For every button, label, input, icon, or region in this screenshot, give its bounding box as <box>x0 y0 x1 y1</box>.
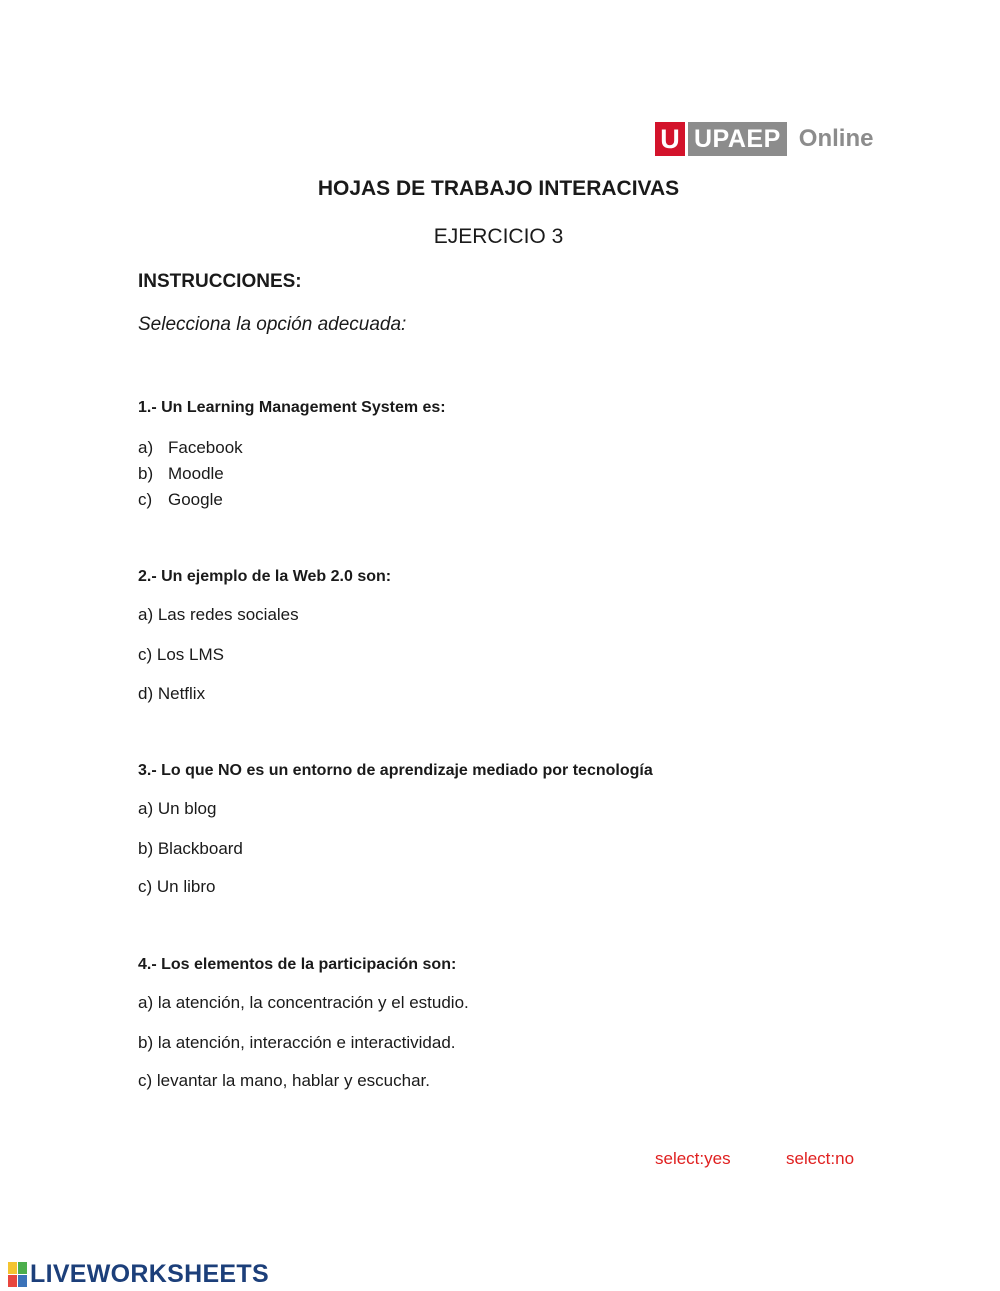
brand-square-icon <box>18 1262 27 1274</box>
option-label: Google <box>168 490 223 509</box>
brand-square-icon <box>18 1275 27 1287</box>
instructions-heading: INSTRUCCIONES: <box>138 271 302 292</box>
brand-square-icon <box>8 1275 17 1287</box>
option-4c[interactable]: c) levantar la mano, hablar y escuchar. <box>138 1071 430 1090</box>
option-3c[interactable]: c) Un libro <box>138 877 216 896</box>
option-2d[interactable]: d) Netflix <box>138 684 206 703</box>
upaep-logo <box>655 122 873 156</box>
option-1b[interactable] <box>138 464 224 484</box>
liveworksheets-wordmark: LIVEWORKSHEETS <box>30 1260 269 1288</box>
question-3: 3.- Lo que NO es un entorno de aprendizaje mediado por tecnología <box>138 762 653 779</box>
option-1a[interactable] <box>138 438 243 458</box>
option-1c[interactable] <box>138 490 223 510</box>
logo-online: Online <box>798 125 874 152</box>
option-3a[interactable]: a) Un blog <box>138 799 217 818</box>
option-label: Moodle <box>168 464 224 483</box>
page-title: HOJAS DE TRABAJO INTERACIVAS <box>317 177 680 200</box>
option-2a[interactable]: a) Las redes sociales <box>138 605 299 624</box>
select-yes-marker: select:yes <box>655 1149 731 1168</box>
question-4: 4.- Los elementos de la participación son: <box>138 956 457 973</box>
question-2: 2.- Un ejemplo de la Web 2.0 son: <box>138 568 392 585</box>
question-1: 1.- Un Learning Management System es: <box>138 399 446 416</box>
logo-u-mark: U <box>655 122 685 156</box>
liveworksheets-logo[interactable] <box>8 1260 269 1289</box>
option-letter: c) <box>138 490 153 509</box>
option-label: Facebook <box>168 438 243 457</box>
logo-brand: UPAEP <box>688 122 787 156</box>
page-subtitle: EJERCICIO 3 <box>433 225 564 248</box>
option-4a[interactable]: a) la atención, la concentración y el estudio. <box>138 993 469 1012</box>
option-3b[interactable]: b) Blackboard <box>138 839 243 858</box>
brand-square-icon <box>8 1262 17 1274</box>
option-2c[interactable]: c) Los LMS <box>138 645 224 664</box>
liveworksheets-icon <box>8 1262 27 1287</box>
option-letter: b) <box>138 464 154 483</box>
option-4b[interactable]: b) la atención, interacción e interactividad. <box>138 1033 456 1052</box>
instructions-text: Selecciona la opción adecuada: <box>138 314 407 335</box>
option-letter: a) <box>138 438 154 457</box>
select-no-marker: select:no <box>786 1149 855 1168</box>
